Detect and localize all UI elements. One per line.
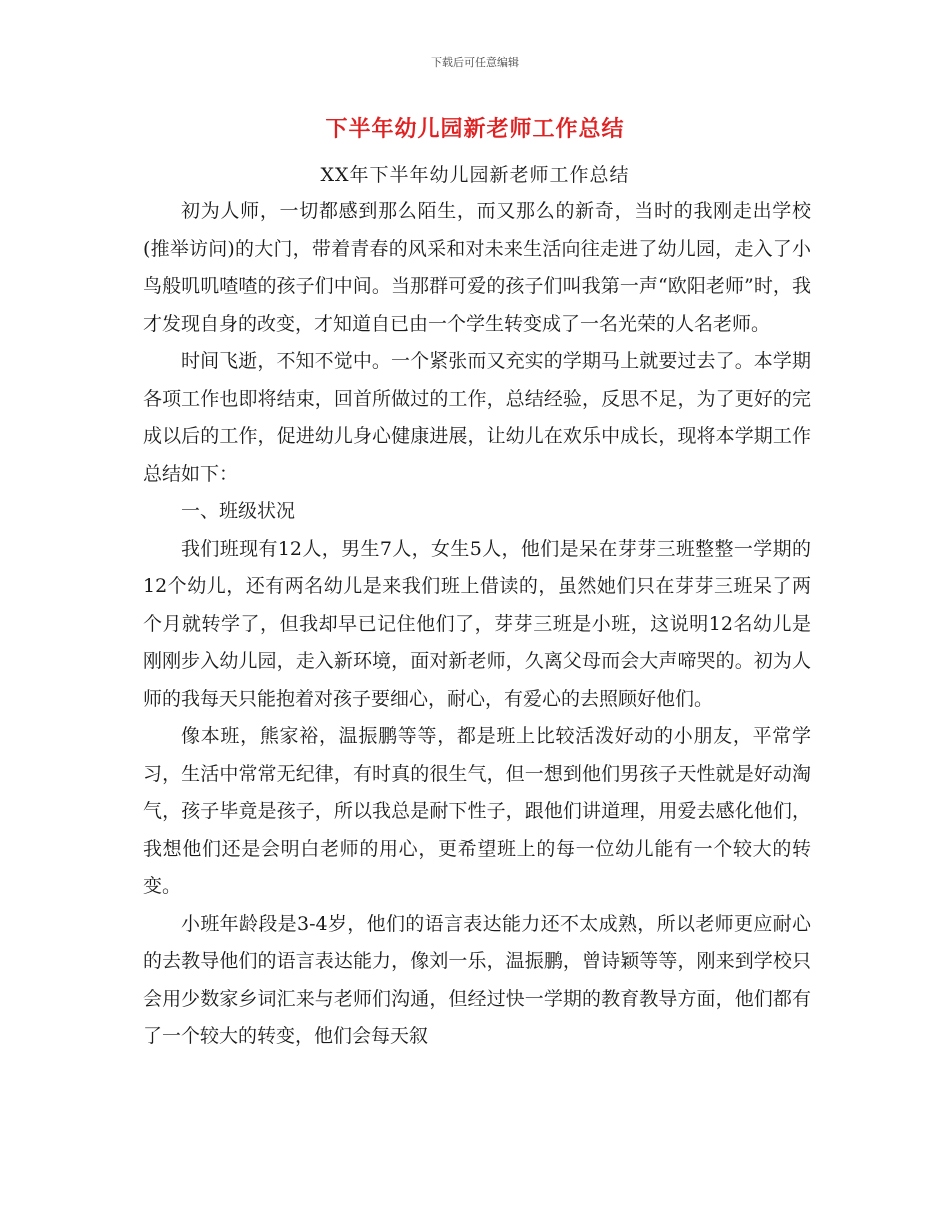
page-header-note: 下载后可任意编辑 bbox=[431, 56, 519, 69]
paragraph-language-ability: 小班年龄段是3-4岁，他们的语言表达能力还不太成熟，所以老师更应耐心的去教导他们的语言表达能力，像刘一乐，温振鹏，曾诗颖等等，刚来到学校只会用少数家乡词汇来与老师们沟通，但经过快一学期的教育教导方面，他们都有了一个较大的转变，他们会每天叙 bbox=[143, 912, 811, 1047]
paragraph-summary: 时间飞逝，不知不觉中。一个紧张而又充实的学期马上就要过去了。本学期各项工作也即将结束，回首所做过的工作，总结经验，反思不足，为了更好的完成以后的工作，促进幼儿身心健康进展，让幼儿在欢乐中成长，现将本学期工作总结如下： bbox=[143, 350, 811, 485]
document-subtitle: XX年下半年幼儿园新老师工作总结 bbox=[320, 164, 630, 186]
paragraph-class-status: 我们班现有12人，男生7人，女生5人，他们是呆在芽芽三班整整一学期的12个幼儿，还有两名幼儿是来我们班上借读的，虽然她们只在芽芽三班呆了两个月就转学了，但我却早已记住他们了，芽芽三班是小班，这说明12名幼儿是刚刚步入幼儿园，走入新环境，面对新老师，久离父母而会大声啼哭的。初为人师的我每天只能抱着对孩子要细心，耐心，有爱心的去照顾好他们。 bbox=[143, 537, 811, 710]
section-heading-class-status: 一、班级状况 bbox=[181, 500, 296, 522]
paragraph-intro: 初为人师，一切都感到那么陌生，而又那么的新奇，当时的我刚走出学校(推举访问)的大门，带着青春的风采和对未来生活向往走进了幼儿园，走入了小鸟般叽叽喳喳的孩子们中间。当那群可爱的孩子们叫我第一声“欧阳老师”时，我才发现自身的改变，才知道自已由一个学生转变成了一名光荣的人名老师。 bbox=[143, 200, 811, 335]
paragraph-active-children: 像本班，熊家裕，温振鹏等等，都是班上比较活泼好动的小朋友，平常学习，生活中常常无纪律，有时真的很生气，但一想到他们男孩子天性就是好动淘气，孩子毕竟是孩子，所以我总是耐下性子，跟他们讲道理，用爱去感化他们，我想他们还是会明白老师的用心，更希望班上的每一位幼儿能有一个较大的转变。 bbox=[143, 725, 811, 897]
document-title: 下半年幼儿园新老师工作总结 bbox=[325, 117, 625, 142]
document-body bbox=[143, 193, 811, 1056]
